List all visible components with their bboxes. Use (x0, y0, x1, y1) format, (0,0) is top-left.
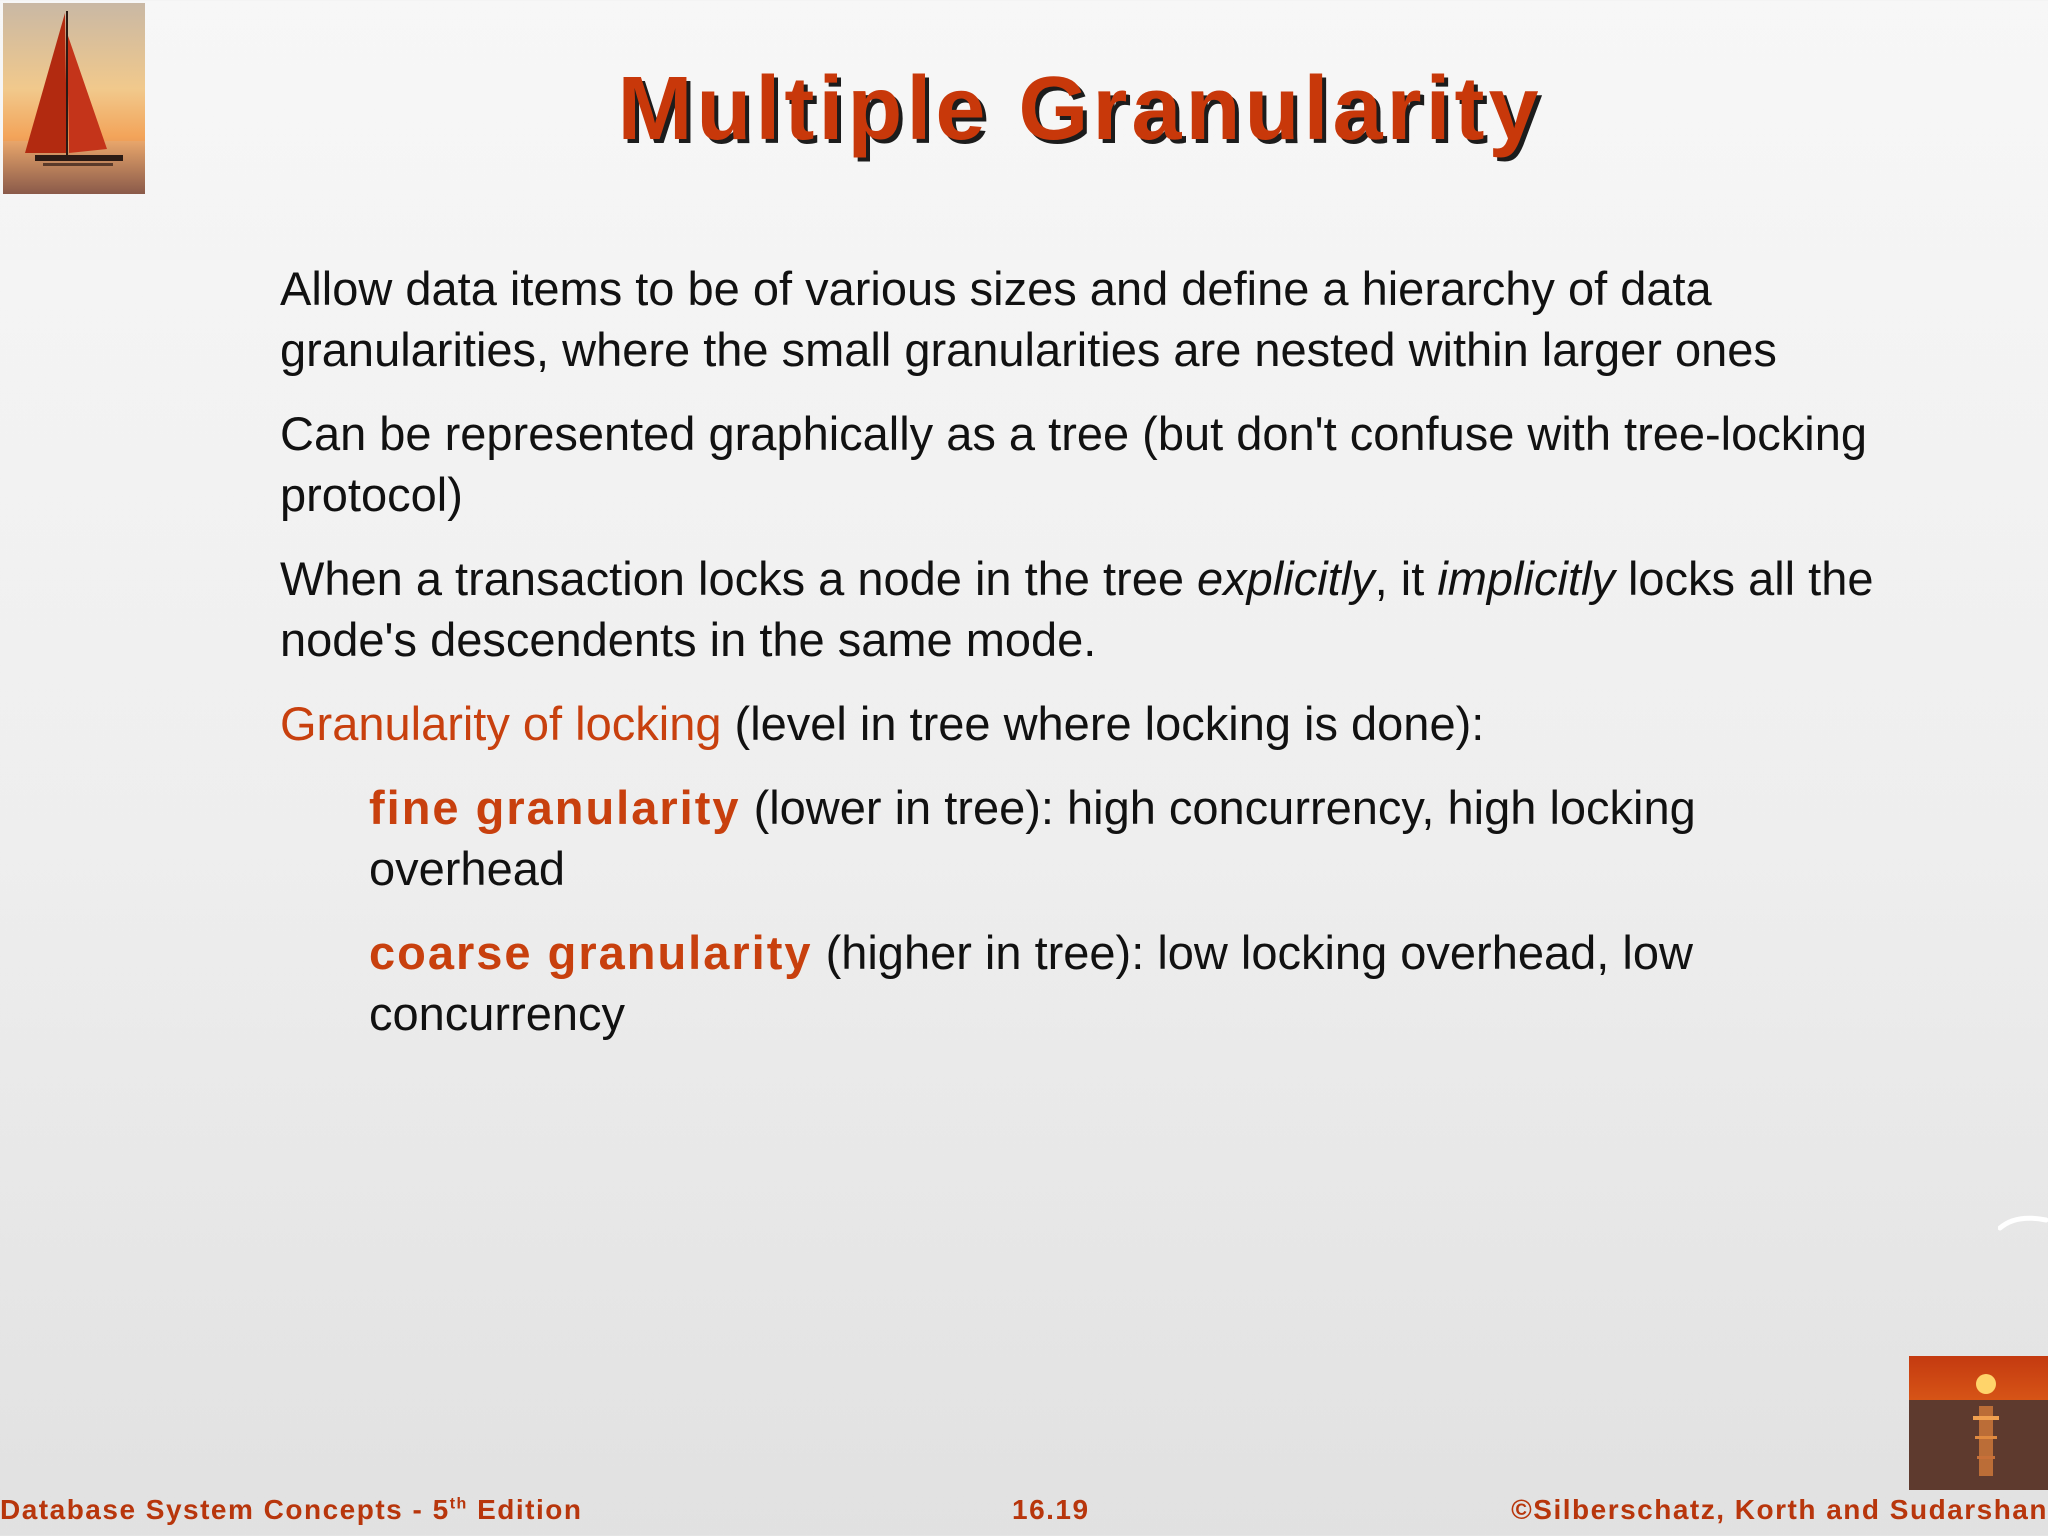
bullet-3-text-c: locks all the node's descendents in the same mode. (280, 552, 1874, 666)
slide-title: Multiple Granularity (617, 59, 1543, 159)
bullet-3-text-a: When a transaction locks a node in the tree (280, 552, 1198, 605)
sub-bullet-fine (369, 777, 1880, 899)
sub-bullet-coarse-text: (higher in tree): low locking overhead, low concurrency (369, 926, 1693, 1040)
bullet-2: Can be represented graphically as a tree (but don't confuse with tree-locking protocol) (280, 407, 1867, 521)
granularity-term: Granularity of locking (280, 697, 722, 750)
slide-body (280, 258, 1880, 1067)
footer-book-suffix: Edition (467, 1494, 583, 1525)
footer-book-sup: th (449, 1495, 468, 1513)
bullet-3 (280, 548, 1880, 670)
explicitly-emphasis: explicitly (1197, 552, 1375, 605)
wave-decoration (1998, 1212, 2048, 1232)
bullet-1: Allow data items to be of various sizes and define a hierarchy of data granularities, where the small granularities are nested within larger ones (280, 262, 1777, 376)
implicitly-emphasis: implicitly (1437, 552, 1615, 605)
sub-bullet-coarse (369, 922, 1880, 1044)
sunset-photo (1909, 1356, 2048, 1490)
footer-copyright: ©Silberschatz, Korth and Sudarshan (1511, 1494, 2048, 1525)
footer-slide-number: 16.19 (1012, 1494, 1090, 1525)
bullet-3-text-b: , it (1374, 552, 1438, 605)
footer-book-prefix: Database System Concepts - 5 (0, 1494, 450, 1525)
coarse-granularity-term: coarse granularity (369, 926, 813, 979)
fine-granularity-term: fine granularity (369, 781, 741, 834)
footer-book-title (0, 1494, 582, 1526)
bullet-4 (280, 693, 1880, 754)
sub-bullet-fine-text: (lower in tree): high concurrency, high locking overhead (369, 781, 1696, 895)
bullet-4-text: (level in tree where locking is done): (721, 697, 1485, 750)
